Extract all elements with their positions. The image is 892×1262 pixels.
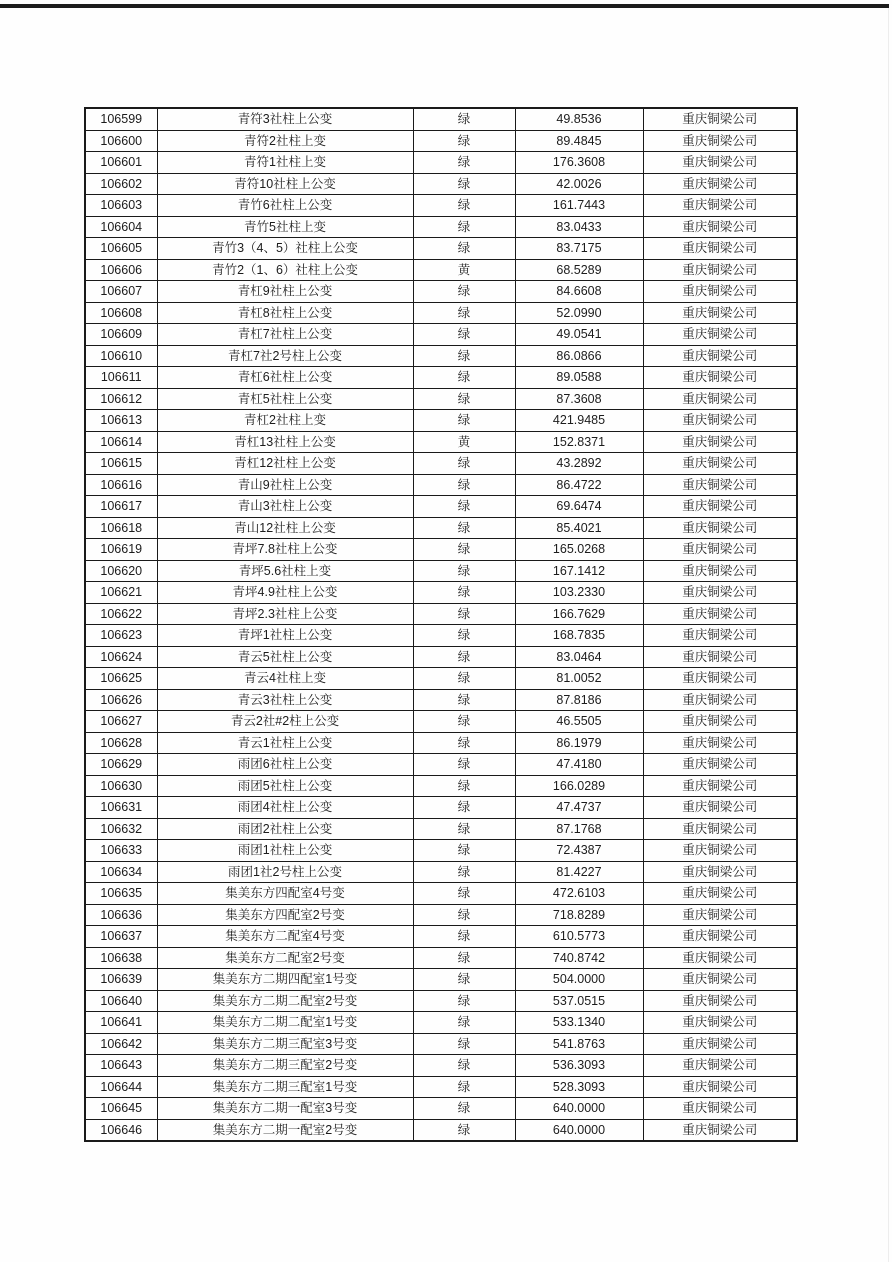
cell-status: 绿 — [413, 990, 515, 1012]
cell-name: 青杠13社柱上公变 — [157, 431, 413, 453]
cell-status: 绿 — [413, 947, 515, 969]
table-row — [85, 904, 797, 926]
cell-value: 86.1979 — [515, 732, 643, 754]
cell-company: 重庆铜梁公司 — [643, 1012, 797, 1034]
cell-company: 重庆铜梁公司 — [643, 1119, 797, 1141]
cell-company: 重庆铜梁公司 — [643, 560, 797, 582]
cell-name: 青坪7.8社柱上公变 — [157, 539, 413, 561]
cell-company: 重庆铜梁公司 — [643, 904, 797, 926]
table-row — [85, 582, 797, 604]
cell-name: 青山3社柱上公变 — [157, 496, 413, 518]
cell-id: 106635 — [85, 883, 157, 905]
cell-status: 绿 — [413, 754, 515, 776]
cell-company: 重庆铜梁公司 — [643, 926, 797, 948]
table-row — [85, 560, 797, 582]
cell-value: 49.8536 — [515, 108, 643, 130]
cell-name: 青杠12社柱上公变 — [157, 453, 413, 475]
cell-id: 106621 — [85, 582, 157, 604]
cell-company: 重庆铜梁公司 — [643, 775, 797, 797]
cell-company: 重庆铜梁公司 — [643, 1055, 797, 1077]
cell-status: 绿 — [413, 797, 515, 819]
table-row — [85, 775, 797, 797]
table-row — [85, 1098, 797, 1120]
cell-status: 绿 — [413, 517, 515, 539]
cell-value: 47.4737 — [515, 797, 643, 819]
cell-company: 重庆铜梁公司 — [643, 732, 797, 754]
cell-id: 106613 — [85, 410, 157, 432]
cell-status: 绿 — [413, 302, 515, 324]
cell-status: 绿 — [413, 281, 515, 303]
cell-company: 重庆铜梁公司 — [643, 302, 797, 324]
table-row — [85, 646, 797, 668]
cell-value: 47.4180 — [515, 754, 643, 776]
cell-company: 重庆铜梁公司 — [643, 603, 797, 625]
cell-status: 绿 — [413, 152, 515, 174]
cell-name: 集美东方二期一配室2号变 — [157, 1119, 413, 1141]
cell-company: 重庆铜梁公司 — [643, 216, 797, 238]
cell-company: 重庆铜梁公司 — [643, 883, 797, 905]
cell-name: 雨团1社2号柱上公变 — [157, 861, 413, 883]
cell-id: 106603 — [85, 195, 157, 217]
cell-id: 106601 — [85, 152, 157, 174]
table-row — [85, 173, 797, 195]
transformer-table — [84, 107, 798, 1142]
cell-company: 重庆铜梁公司 — [643, 1076, 797, 1098]
table-row — [85, 474, 797, 496]
cell-value: 504.0000 — [515, 969, 643, 991]
cell-value: 89.4845 — [515, 130, 643, 152]
table-row — [85, 1076, 797, 1098]
cell-status: 绿 — [413, 775, 515, 797]
cell-id: 106607 — [85, 281, 157, 303]
cell-name: 雨团6社柱上公变 — [157, 754, 413, 776]
cell-status: 绿 — [413, 732, 515, 754]
cell-value: 85.4021 — [515, 517, 643, 539]
page-right-edge — [888, 8, 889, 1262]
cell-status: 绿 — [413, 646, 515, 668]
cell-name: 青云3社柱上公变 — [157, 689, 413, 711]
cell-company: 重庆铜梁公司 — [643, 1033, 797, 1055]
cell-value: 83.0433 — [515, 216, 643, 238]
cell-company: 重庆铜梁公司 — [643, 195, 797, 217]
cell-status: 绿 — [413, 345, 515, 367]
cell-value: 640.0000 — [515, 1098, 643, 1120]
cell-status: 绿 — [413, 904, 515, 926]
table-row — [85, 1012, 797, 1034]
cell-id: 106634 — [85, 861, 157, 883]
cell-name: 青云2社#2柱上公变 — [157, 711, 413, 733]
cell-name: 青山12社柱上公变 — [157, 517, 413, 539]
cell-value: 528.3093 — [515, 1076, 643, 1098]
table-row — [85, 711, 797, 733]
cell-company: 重庆铜梁公司 — [643, 238, 797, 260]
cell-name: 青杠7社柱上公变 — [157, 324, 413, 346]
cell-name: 青竹6社柱上公变 — [157, 195, 413, 217]
cell-name: 青竹5社柱上变 — [157, 216, 413, 238]
cell-status: 绿 — [413, 711, 515, 733]
cell-company: 重庆铜梁公司 — [643, 990, 797, 1012]
cell-status: 绿 — [413, 582, 515, 604]
cell-company: 重庆铜梁公司 — [643, 625, 797, 647]
cell-id: 106615 — [85, 453, 157, 475]
cell-id: 106632 — [85, 818, 157, 840]
cell-status: 绿 — [413, 238, 515, 260]
cell-value: 72.4387 — [515, 840, 643, 862]
cell-value: 165.0268 — [515, 539, 643, 561]
cell-status: 黄 — [413, 431, 515, 453]
cell-status: 绿 — [413, 1076, 515, 1098]
cell-id: 106602 — [85, 173, 157, 195]
cell-id: 106617 — [85, 496, 157, 518]
table-row — [85, 238, 797, 260]
cell-company: 重庆铜梁公司 — [643, 367, 797, 389]
table-row — [85, 259, 797, 281]
cell-status: 绿 — [413, 883, 515, 905]
cell-name: 雨团2社柱上公变 — [157, 818, 413, 840]
cell-name: 集美东方二期三配室3号变 — [157, 1033, 413, 1055]
cell-id: 106641 — [85, 1012, 157, 1034]
cell-status: 绿 — [413, 1098, 515, 1120]
table-row — [85, 410, 797, 432]
cell-value: 640.0000 — [515, 1119, 643, 1141]
cell-id: 106630 — [85, 775, 157, 797]
cell-company: 重庆铜梁公司 — [643, 388, 797, 410]
cell-id: 106625 — [85, 668, 157, 690]
cell-name: 青竹3（4、5）社柱上公变 — [157, 238, 413, 260]
table-row — [85, 818, 797, 840]
cell-value: 541.8763 — [515, 1033, 643, 1055]
cell-status: 绿 — [413, 625, 515, 647]
cell-status: 绿 — [413, 603, 515, 625]
cell-id: 106640 — [85, 990, 157, 1012]
cell-status: 黄 — [413, 259, 515, 281]
cell-status: 绿 — [413, 388, 515, 410]
table-row — [85, 797, 797, 819]
cell-name: 青竹2（1、6）社柱上公变 — [157, 259, 413, 281]
cell-name: 集美东方二期二配室1号变 — [157, 1012, 413, 1034]
cell-status: 绿 — [413, 195, 515, 217]
cell-status: 绿 — [413, 840, 515, 862]
cell-status: 绿 — [413, 108, 515, 130]
table-row — [85, 388, 797, 410]
cell-id: 106643 — [85, 1055, 157, 1077]
cell-name: 青杠5社柱上公变 — [157, 388, 413, 410]
cell-value: 740.8742 — [515, 947, 643, 969]
cell-company: 重庆铜梁公司 — [643, 281, 797, 303]
cell-value: 83.0464 — [515, 646, 643, 668]
cell-company: 重庆铜梁公司 — [643, 797, 797, 819]
cell-name: 青山9社柱上公变 — [157, 474, 413, 496]
table-row — [85, 496, 797, 518]
cell-value: 52.0990 — [515, 302, 643, 324]
cell-company: 重庆铜梁公司 — [643, 711, 797, 733]
cell-name: 雨团5社柱上公变 — [157, 775, 413, 797]
cell-company: 重庆铜梁公司 — [643, 1098, 797, 1120]
table-row — [85, 130, 797, 152]
cell-status: 绿 — [413, 1033, 515, 1055]
table-row — [85, 1033, 797, 1055]
cell-value: 87.8186 — [515, 689, 643, 711]
cell-value: 42.0026 — [515, 173, 643, 195]
cell-value: 49.0541 — [515, 324, 643, 346]
cell-company: 重庆铜梁公司 — [643, 818, 797, 840]
cell-name: 青符10社柱上公变 — [157, 173, 413, 195]
cell-name: 集美东方二配室2号变 — [157, 947, 413, 969]
cell-status: 绿 — [413, 861, 515, 883]
cell-company: 重庆铜梁公司 — [643, 517, 797, 539]
cell-name: 青坪5.6社柱上变 — [157, 560, 413, 582]
cell-name: 青符3社柱上公变 — [157, 108, 413, 130]
cell-id: 106612 — [85, 388, 157, 410]
cell-name: 青杠6社柱上公变 — [157, 367, 413, 389]
cell-value: 86.4722 — [515, 474, 643, 496]
cell-id: 106614 — [85, 431, 157, 453]
cell-value: 718.8289 — [515, 904, 643, 926]
table-row — [85, 108, 797, 130]
cell-company: 重庆铜梁公司 — [643, 130, 797, 152]
cell-name: 青坪4.9社柱上公变 — [157, 582, 413, 604]
cell-id: 106618 — [85, 517, 157, 539]
cell-id: 106639 — [85, 969, 157, 991]
cell-value: 46.5505 — [515, 711, 643, 733]
table-row — [85, 281, 797, 303]
cell-id: 106608 — [85, 302, 157, 324]
cell-status: 绿 — [413, 560, 515, 582]
cell-value: 537.0515 — [515, 990, 643, 1012]
cell-value: 81.4227 — [515, 861, 643, 883]
table-row — [85, 990, 797, 1012]
cell-name: 青杠8社柱上公变 — [157, 302, 413, 324]
cell-id: 106636 — [85, 904, 157, 926]
cell-value: 69.6474 — [515, 496, 643, 518]
cell-company: 重庆铜梁公司 — [643, 259, 797, 281]
cell-id: 106644 — [85, 1076, 157, 1098]
cell-id: 106626 — [85, 689, 157, 711]
cell-status: 绿 — [413, 1119, 515, 1141]
cell-status: 绿 — [413, 668, 515, 690]
cell-id: 106605 — [85, 238, 157, 260]
table-body — [85, 108, 797, 1141]
cell-name: 青云4社柱上变 — [157, 668, 413, 690]
cell-company: 重庆铜梁公司 — [643, 947, 797, 969]
cell-value: 536.3093 — [515, 1055, 643, 1077]
cell-status: 绿 — [413, 173, 515, 195]
cell-value: 167.1412 — [515, 560, 643, 582]
cell-value: 68.5289 — [515, 259, 643, 281]
cell-status: 绿 — [413, 539, 515, 561]
cell-value: 103.2330 — [515, 582, 643, 604]
cell-company: 重庆铜梁公司 — [643, 840, 797, 862]
page-top-rule — [0, 4, 889, 8]
cell-name: 青云5社柱上公变 — [157, 646, 413, 668]
table-row — [85, 367, 797, 389]
cell-id: 106606 — [85, 259, 157, 281]
cell-status: 绿 — [413, 1055, 515, 1077]
cell-status: 绿 — [413, 818, 515, 840]
cell-status: 绿 — [413, 474, 515, 496]
cell-name: 集美东方四配室2号变 — [157, 904, 413, 926]
cell-id: 106600 — [85, 130, 157, 152]
table-row — [85, 453, 797, 475]
cell-status: 绿 — [413, 926, 515, 948]
table-row — [85, 152, 797, 174]
cell-value: 87.3608 — [515, 388, 643, 410]
table-row — [85, 947, 797, 969]
table-row — [85, 195, 797, 217]
table-row — [85, 754, 797, 776]
cell-company: 重庆铜梁公司 — [643, 861, 797, 883]
cell-company: 重庆铜梁公司 — [643, 152, 797, 174]
table-row — [85, 926, 797, 948]
cell-status: 绿 — [413, 367, 515, 389]
table-row — [85, 840, 797, 862]
table-row — [85, 539, 797, 561]
cell-company: 重庆铜梁公司 — [643, 689, 797, 711]
cell-name: 青符1社柱上变 — [157, 152, 413, 174]
cell-id: 106620 — [85, 560, 157, 582]
table-row — [85, 431, 797, 453]
cell-name: 集美东方二期一配室3号变 — [157, 1098, 413, 1120]
cell-value: 87.1768 — [515, 818, 643, 840]
cell-value: 84.6608 — [515, 281, 643, 303]
cell-company: 重庆铜梁公司 — [643, 754, 797, 776]
cell-id: 106610 — [85, 345, 157, 367]
cell-company: 重庆铜梁公司 — [643, 969, 797, 991]
table-row — [85, 969, 797, 991]
table-row — [85, 732, 797, 754]
cell-value: 166.7629 — [515, 603, 643, 625]
cell-id: 106623 — [85, 625, 157, 647]
cell-name: 青杠7社2号柱上公变 — [157, 345, 413, 367]
table-row — [85, 668, 797, 690]
cell-status: 绿 — [413, 324, 515, 346]
cell-status: 绿 — [413, 689, 515, 711]
cell-company: 重庆铜梁公司 — [643, 453, 797, 475]
cell-company: 重庆铜梁公司 — [643, 431, 797, 453]
cell-id: 106622 — [85, 603, 157, 625]
cell-value: 86.0866 — [515, 345, 643, 367]
cell-name: 集美东方二配室4号变 — [157, 926, 413, 948]
table-row — [85, 1055, 797, 1077]
cell-value: 81.0052 — [515, 668, 643, 690]
cell-id: 106642 — [85, 1033, 157, 1055]
cell-id: 106609 — [85, 324, 157, 346]
cell-company: 重庆铜梁公司 — [643, 108, 797, 130]
cell-value: 176.3608 — [515, 152, 643, 174]
table-row — [85, 324, 797, 346]
cell-status: 绿 — [413, 216, 515, 238]
cell-company: 重庆铜梁公司 — [643, 539, 797, 561]
cell-value: 533.1340 — [515, 1012, 643, 1034]
cell-status: 绿 — [413, 1012, 515, 1034]
table-row — [85, 345, 797, 367]
cell-status: 绿 — [413, 453, 515, 475]
cell-id: 106633 — [85, 840, 157, 862]
cell-id: 106629 — [85, 754, 157, 776]
cell-name: 青坪1社柱上公变 — [157, 625, 413, 647]
cell-status: 绿 — [413, 969, 515, 991]
cell-name: 集美东方二期三配室1号变 — [157, 1076, 413, 1098]
cell-value: 472.6103 — [515, 883, 643, 905]
table-row — [85, 603, 797, 625]
table-row — [85, 1119, 797, 1141]
table-row — [85, 625, 797, 647]
cell-name: 青符2社柱上变 — [157, 130, 413, 152]
cell-id: 106599 — [85, 108, 157, 130]
cell-name: 青坪2.3社柱上公变 — [157, 603, 413, 625]
table-row — [85, 883, 797, 905]
cell-company: 重庆铜梁公司 — [643, 345, 797, 367]
cell-company: 重庆铜梁公司 — [643, 582, 797, 604]
cell-value: 83.7175 — [515, 238, 643, 260]
cell-name: 青云1社柱上公变 — [157, 732, 413, 754]
cell-value: 166.0289 — [515, 775, 643, 797]
table-row — [85, 517, 797, 539]
cell-name: 雨团4社柱上公变 — [157, 797, 413, 819]
cell-company: 重庆铜梁公司 — [643, 410, 797, 432]
cell-value: 168.7835 — [515, 625, 643, 647]
cell-id: 106627 — [85, 711, 157, 733]
cell-id: 106638 — [85, 947, 157, 969]
cell-id: 106637 — [85, 926, 157, 948]
cell-name: 青杠9社柱上公变 — [157, 281, 413, 303]
cell-status: 绿 — [413, 410, 515, 432]
cell-name: 集美东方二期二配室2号变 — [157, 990, 413, 1012]
cell-name: 集美东方二期三配室2号变 — [157, 1055, 413, 1077]
table-row — [85, 689, 797, 711]
cell-value: 161.7443 — [515, 195, 643, 217]
cell-status: 绿 — [413, 130, 515, 152]
cell-value: 610.5773 — [515, 926, 643, 948]
cell-name: 青杠2社柱上变 — [157, 410, 413, 432]
cell-id: 106604 — [85, 216, 157, 238]
table-row — [85, 302, 797, 324]
cell-value: 43.2892 — [515, 453, 643, 475]
cell-id: 106611 — [85, 367, 157, 389]
cell-id: 106645 — [85, 1098, 157, 1120]
cell-id: 106631 — [85, 797, 157, 819]
cell-company: 重庆铜梁公司 — [643, 173, 797, 195]
cell-id: 106616 — [85, 474, 157, 496]
cell-id: 106624 — [85, 646, 157, 668]
cell-name: 集美东方二期四配室1号变 — [157, 969, 413, 991]
cell-name: 集美东方四配室4号变 — [157, 883, 413, 905]
cell-id: 106619 — [85, 539, 157, 561]
cell-name: 雨团1社柱上公变 — [157, 840, 413, 862]
table-row — [85, 861, 797, 883]
cell-company: 重庆铜梁公司 — [643, 668, 797, 690]
cell-company: 重庆铜梁公司 — [643, 646, 797, 668]
cell-company: 重庆铜梁公司 — [643, 496, 797, 518]
cell-value: 152.8371 — [515, 431, 643, 453]
cell-id: 106646 — [85, 1119, 157, 1141]
cell-value: 421.9485 — [515, 410, 643, 432]
cell-company: 重庆铜梁公司 — [643, 324, 797, 346]
cell-id: 106628 — [85, 732, 157, 754]
cell-value: 89.0588 — [515, 367, 643, 389]
table-row — [85, 216, 797, 238]
cell-status: 绿 — [413, 496, 515, 518]
cell-company: 重庆铜梁公司 — [643, 474, 797, 496]
